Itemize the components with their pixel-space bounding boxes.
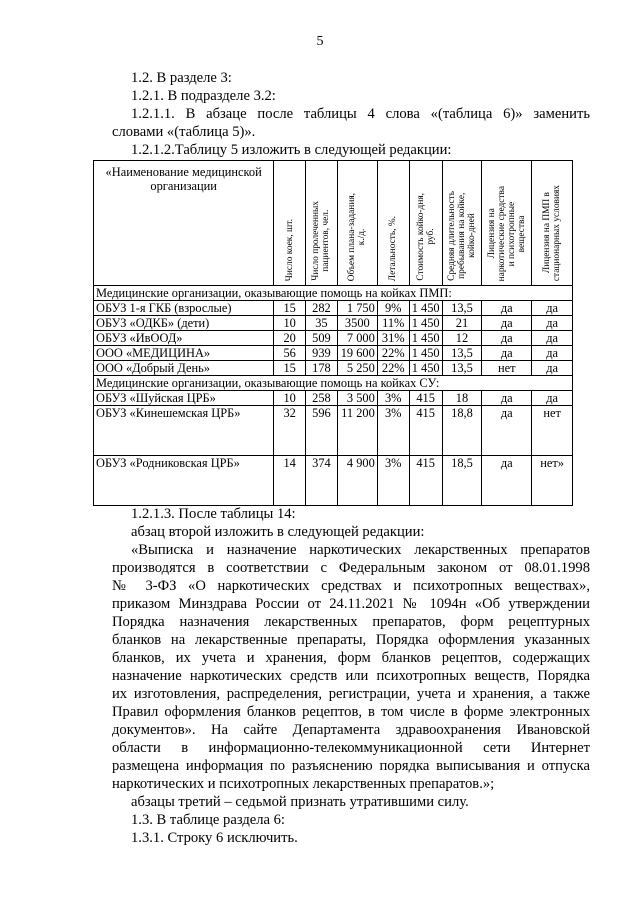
cell-stay: 13,5 bbox=[442, 361, 482, 376]
cell-patients: 374 bbox=[306, 456, 338, 506]
cell-pmp: да bbox=[532, 361, 573, 376]
cell-cost: 415 bbox=[409, 391, 442, 406]
vertical-header-label: Лицензия на ПМП в стационарных условиях bbox=[542, 184, 563, 281]
paragraph-1-2-1-1-line2: словами «(таблица 5)». bbox=[112, 124, 256, 140]
cell-stay: 18,8 bbox=[442, 406, 482, 456]
cell-plan: 3 500 bbox=[337, 391, 377, 406]
cell-org: ООО «МЕДИЦИНА» bbox=[94, 346, 274, 361]
cell-narcotics: да bbox=[482, 301, 532, 316]
quote-line: приказом Минздрава России от 24.11.2021 № 1094н «Об утверждении bbox=[112, 596, 590, 612]
cell-pmp: да bbox=[532, 301, 573, 316]
paragraph-1-2-1-1-line1: 1.2.1.1. В абзаце после таблицы 4 слова «(таблица 6)» заменить bbox=[131, 106, 590, 122]
cell-narcotics: да bbox=[482, 391, 532, 406]
page-number: 5 bbox=[316, 34, 324, 49]
quote-line: документов». На сайте Департамента здравоохранения Ивановской bbox=[112, 722, 590, 738]
cell-cost: 415 bbox=[409, 456, 442, 506]
cell-beds: 20 bbox=[274, 331, 306, 346]
cell-patients: 282 bbox=[306, 301, 338, 316]
quote-line: производятся в соответствии с Федеральным законом от 08.01.1998 bbox=[112, 560, 590, 576]
cell-beds: 15 bbox=[274, 301, 306, 316]
cell-org: ООО «Добрый День» bbox=[94, 361, 274, 376]
cell-pmp: да bbox=[532, 331, 573, 346]
quote-line: бланков на лекарственные препараты, Порядка оформления указанных bbox=[112, 632, 590, 648]
cell-plan: 1 750 bbox=[337, 301, 377, 316]
header-plan-volume bbox=[337, 161, 377, 286]
cell-lethality: 22% bbox=[377, 361, 409, 376]
cell-lethality: 3% bbox=[377, 391, 409, 406]
quote-line: Правил оформления бланков рецептов, в том числе в форме электронных bbox=[112, 704, 590, 720]
header-narcotics-license bbox=[482, 161, 532, 286]
cell-plan: 4 900 bbox=[337, 456, 377, 506]
cell-beds: 56 bbox=[274, 346, 306, 361]
table-5 bbox=[93, 160, 573, 506]
cell-beds: 15 bbox=[274, 361, 306, 376]
paragraph-abzacy: абзацы третий – седьмой признать утратившими силу. bbox=[131, 794, 469, 810]
table-row bbox=[94, 316, 573, 331]
cell-beds: 10 bbox=[274, 316, 306, 331]
cell-lethality: 9% bbox=[377, 301, 409, 316]
cell-cost: 1 450 bbox=[409, 346, 442, 361]
paragraph-1-2-1: 1.2.1. В подразделе 3.2: bbox=[131, 88, 276, 104]
cell-lethality: 3% bbox=[377, 406, 409, 456]
vertical-header-label: Средняя длительность пребывания на койке, койко-дней bbox=[446, 191, 477, 281]
quote-line: Порядка назначения лекарственных препаратов, форм рецептурных bbox=[112, 614, 590, 630]
cell-lethality: 31% bbox=[377, 331, 409, 346]
vertical-header-label: Число коек, шт. bbox=[284, 218, 295, 281]
cell-cost: 1 450 bbox=[409, 331, 442, 346]
table-row bbox=[94, 331, 573, 346]
cell-stay: 21 bbox=[442, 316, 482, 331]
section-pmp: Медицинские организации, оказывающие помощь на койках ПМП: bbox=[94, 286, 573, 301]
cell-lethality: 3% bbox=[377, 456, 409, 506]
table-row bbox=[94, 301, 573, 316]
cell-pmp: да bbox=[532, 316, 573, 331]
cell-lethality: 11% bbox=[377, 316, 409, 331]
cell-plan: 11 200 bbox=[337, 406, 377, 456]
cell-plan: 19 600 bbox=[337, 346, 377, 361]
cell-cost: 1 450 bbox=[409, 361, 442, 376]
header-lethality bbox=[377, 161, 409, 286]
cell-org: ОБУЗ «Родниковская ЦРБ» bbox=[94, 456, 274, 506]
cell-stay: 18,5 bbox=[442, 456, 482, 506]
cell-beds: 10 bbox=[274, 391, 306, 406]
cell-pmp: нет bbox=[532, 406, 573, 456]
cell-plan: 5 250 bbox=[337, 361, 377, 376]
cell-lethality: 22% bbox=[377, 346, 409, 361]
vertical-header-label: Лицензия на наркотические средства и психотропные вещества bbox=[486, 185, 527, 281]
quote-line: их изготовления, распределения, регистрации, учета и хранения, а также bbox=[112, 686, 590, 702]
cell-patients: 509 bbox=[306, 331, 338, 346]
quote-line: размещена информация по разъяснению порядка выписывания и отпуска bbox=[112, 758, 590, 774]
cell-pmp: да bbox=[532, 391, 573, 406]
header-beds bbox=[274, 161, 306, 286]
cell-narcotics: да bbox=[482, 331, 532, 346]
cell-stay: 12 bbox=[442, 331, 482, 346]
quote-line: № 3-ФЗ «О наркотических средствах и психотропных веществах», bbox=[112, 578, 590, 594]
cell-patients: 35 bbox=[306, 316, 338, 331]
cell-stay: 13,5 bbox=[442, 346, 482, 361]
quote-line: наркотических и психотропных лекарственных препаратов.»; bbox=[112, 776, 495, 792]
paragraph-1-2-1-2: 1.2.1.2.Таблицу 5 изложить в следующей редакции: bbox=[131, 142, 452, 158]
cell-cost: 1 450 bbox=[409, 316, 442, 331]
vertical-header-label: Объем плана-задания, к./д. bbox=[347, 192, 368, 281]
cell-org: ОБУЗ «Кинешемская ЦРБ» bbox=[94, 406, 274, 456]
cell-plan: 3500 bbox=[337, 316, 377, 331]
cell-plan: 7 000 bbox=[337, 331, 377, 346]
quote-line: «Выписка и назначение наркотических лекарственных препаратов bbox=[131, 542, 590, 558]
cell-narcotics: да bbox=[482, 346, 532, 361]
cell-beds: 14 bbox=[274, 456, 306, 506]
cell-org: ОБУЗ 1-я ГКБ (взрослые) bbox=[94, 301, 274, 316]
cell-cost: 415 bbox=[409, 406, 442, 456]
cell-beds: 32 bbox=[274, 406, 306, 456]
cell-org: ОБУЗ «ОДКБ» (дети) bbox=[94, 316, 274, 331]
header-bed-day-cost bbox=[409, 161, 442, 286]
vertical-header-label: Стоимость койко-дня, руб. bbox=[415, 193, 436, 281]
cell-patients: 596 bbox=[306, 406, 338, 456]
table-row bbox=[94, 391, 573, 406]
quote-line: назначение наркотических средств или психотропных веществ, Порядка bbox=[112, 668, 590, 684]
cell-stay: 13,5 bbox=[442, 301, 482, 316]
cell-pmp: да bbox=[532, 346, 573, 361]
paragraph-abzac-vtoroy: абзац второй изложить в следующей редакции: bbox=[131, 524, 425, 540]
vertical-header-label: Летальность, %. bbox=[388, 215, 399, 281]
cell-org: ОБУЗ «ИвООД» bbox=[94, 331, 274, 346]
table-row bbox=[94, 346, 573, 361]
paragraph-1-3: 1.3. В таблице раздела 6: bbox=[131, 812, 285, 828]
cell-patients: 939 bbox=[306, 346, 338, 361]
header-average-stay bbox=[442, 161, 482, 286]
quote-line: бланков, их учета и хранения, форм бланков рецептов, содержащих bbox=[112, 650, 590, 666]
cell-narcotics: да bbox=[482, 316, 532, 331]
cell-patients: 178 bbox=[306, 361, 338, 376]
table-row bbox=[94, 361, 573, 376]
cell-pmp: нет» bbox=[532, 456, 573, 506]
cell-narcotics: да bbox=[482, 456, 532, 506]
header-organization-name: «Наименование медицинской организации bbox=[94, 161, 274, 286]
cell-org: ОБУЗ «Шуйская ЦРБ» bbox=[94, 391, 274, 406]
section-su: Медицинские организации, оказывающие помощь на койках СУ: bbox=[94, 376, 573, 391]
header-patients bbox=[306, 161, 338, 286]
cell-cost: 1 450 bbox=[409, 301, 442, 316]
paragraph-1-2-1-3: 1.2.1.3. После таблицы 14: bbox=[131, 506, 296, 522]
cell-patients: 258 bbox=[306, 391, 338, 406]
paragraph-1-2: 1.2. В разделе 3: bbox=[131, 70, 232, 86]
table-row bbox=[94, 456, 573, 506]
paragraph-1-3-1: 1.3.1. Строку 6 исключить. bbox=[131, 830, 298, 846]
cell-narcotics: нет bbox=[482, 361, 532, 376]
quote-line: области в информационно-телекоммуникационной сети Интернет bbox=[112, 740, 590, 756]
cell-stay: 18 bbox=[442, 391, 482, 406]
header-pmp-license bbox=[532, 161, 573, 286]
vertical-header-label: Число пролеченных пациентов, чел. bbox=[311, 201, 332, 281]
table-header-row bbox=[94, 161, 573, 286]
table-row bbox=[94, 406, 573, 456]
cell-narcotics: да bbox=[482, 406, 532, 456]
